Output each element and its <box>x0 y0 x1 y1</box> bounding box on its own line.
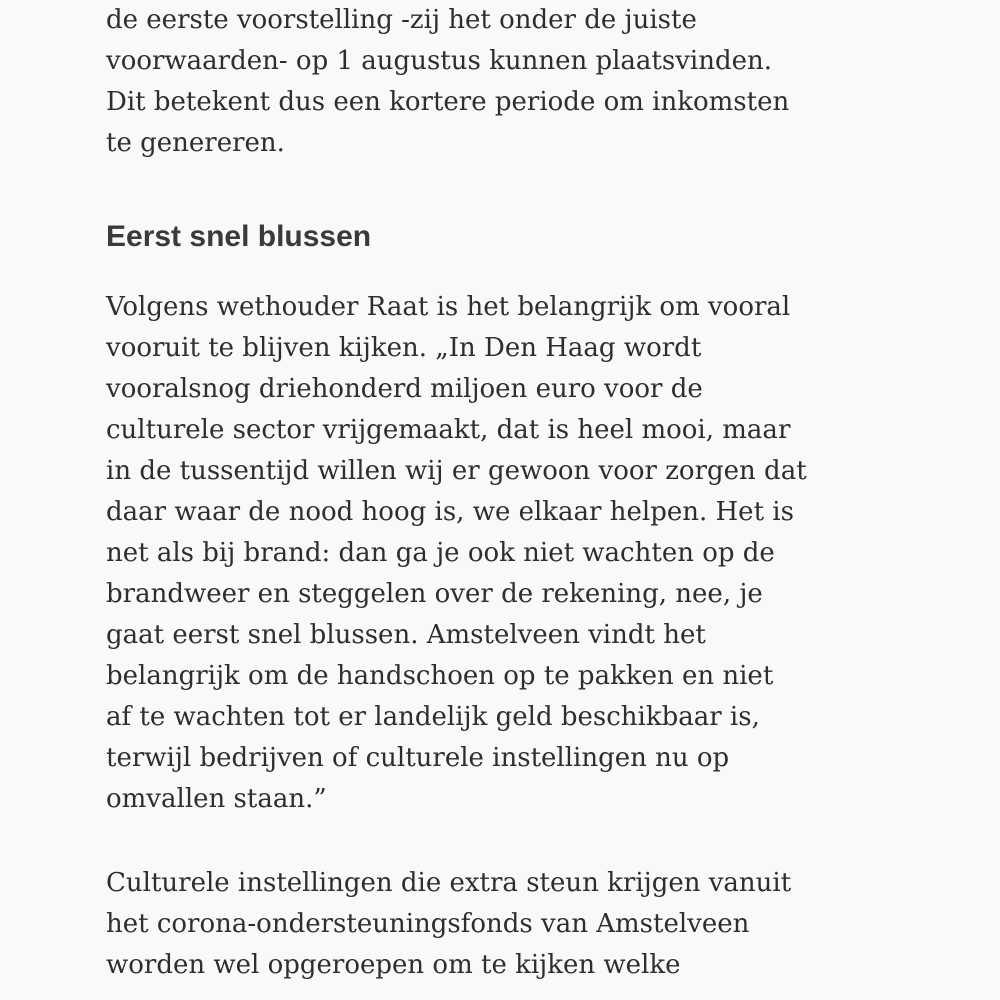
paragraph-line: Volgens wethouder Raat is het belangrijk om vooral <box>106 292 791 322</box>
paragraph-line: vooralsnog driehonderd miljoen euro voor de <box>106 374 703 404</box>
paragraph-line: het corona-ondersteuningsfonds van Amstelveen <box>106 909 750 939</box>
paragraph-line: culturele sector vrijgemaakt, dat is heel mooi, maar <box>106 415 791 445</box>
closing-paragraph <box>106 863 791 986</box>
paragraph-line: te genereren. <box>106 128 285 158</box>
intro-paragraph <box>106 0 789 164</box>
paragraph-line: omvallen staan.” <box>106 784 327 814</box>
paragraph-line: de eerste voorstelling -zij het onder de juiste <box>106 5 697 35</box>
paragraph-line: af te wachten tot er landelijk geld beschikbaar is, <box>106 702 760 732</box>
paragraph-line: vooruit te blijven kijken. „In Den Haag wordt <box>106 333 702 363</box>
paragraph-line: worden wel opgeroepen om te kijken welke <box>106 950 681 980</box>
paragraph-line: gaat eerst snel blussen. Amstelveen vindt het <box>106 620 706 650</box>
paragraph-line: belangrijk om de handschoen op te pakken en niet <box>106 661 774 691</box>
paragraph-line: terwijl bedrijven of culturele instellingen nu op <box>106 743 730 773</box>
quote-paragraph <box>106 287 807 820</box>
section-heading: Eerst snel blussen <box>106 220 372 253</box>
paragraph-line: Dit betekent dus een kortere periode om inkomsten <box>106 87 790 117</box>
paragraph-line: daar waar de nood hoog is, we elkaar helpen. Het is <box>106 497 794 527</box>
paragraph-line: Culturele instellingen die extra steun krijgen vanuit <box>106 868 792 898</box>
paragraph-line: in de tussentijd willen wij er gewoon voor zorgen dat <box>106 456 807 486</box>
paragraph-line: voorwaarden- op 1 augustus kunnen plaatsvinden. <box>106 46 773 76</box>
paragraph-line: net als bij brand: dan ga je ook niet wachten op de <box>106 538 775 568</box>
paragraph-line: brandweer en steggelen over de rekening, nee, je <box>106 579 763 609</box>
